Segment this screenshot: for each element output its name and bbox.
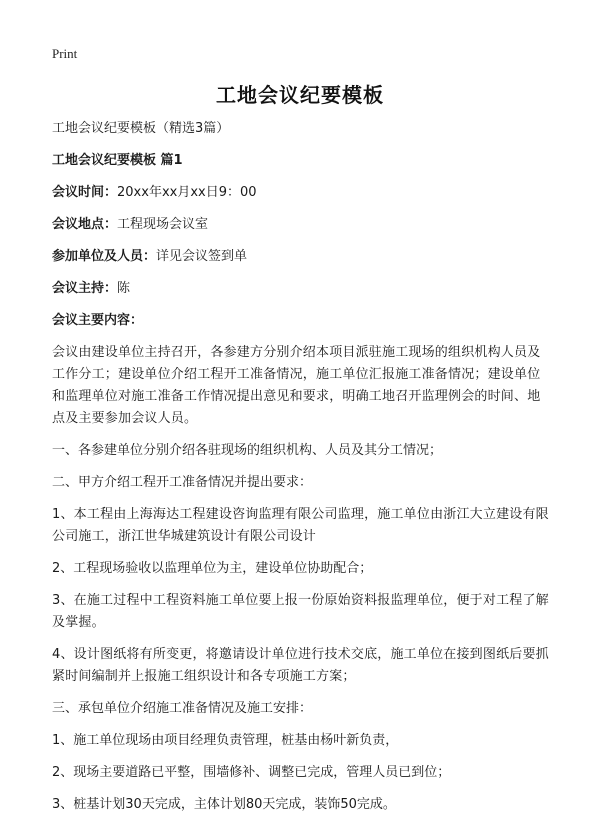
meeting-time-label: 会议时间： [52, 185, 118, 200]
paragraph-item-3-3: 3、桩基计划30天完成，主体计划80天完成，装饰50完成。 [52, 797, 396, 812]
meeting-place-label: 会议地点： [52, 217, 118, 232]
meeting-place [52, 214, 552, 236]
meeting-attendees-label: 参加单位及人员： [52, 249, 157, 264]
paragraph-item-3-2: 2、现场主要道路已平整，围墙修补、调整已完成，管理人员已到位； [52, 765, 451, 780]
paragraph-item-1: 一、各参建单位分别介绍各驻现场的组织机构、人员及其分工情况； [52, 443, 443, 458]
paragraph-item-3-1: 1、施工单位现场由项目经理负责管理，桩基由杨叶新负责， [52, 733, 399, 748]
meeting-place-value: 工程现场会议室 [117, 217, 209, 232]
document-body [52, 118, 552, 826]
paragraph-item-2-3: 3、在施工过程中工程资料施工单位要上报一份原始资料报监理单位，便于对工程了解及掌握。 [52, 593, 549, 630]
paragraph-item-2: 二、甲方介绍工程开工准备情况并提出要求： [52, 475, 313, 490]
meeting-time [52, 182, 552, 204]
print-label[interactable]: Print [52, 46, 78, 61]
meeting-host [52, 278, 552, 300]
paragraph-intro: 会议由建设单位主持召开，各参建方分别介绍本项目派驻施工现场的组织机构人员及工作分工；建设单位介绍工程开工准备情况，施工单位汇报施工准备情况；建设单位和监理单位对施工准备工作情况提出意见和要求，明确工地召开监理例会的时间、地点及主要参加会议人员。 [52, 345, 541, 426]
meeting-attendees [52, 246, 552, 268]
paragraph-item-2-4: 4、设计图纸将有所变更，将邀请设计单位进行技术交底，施工单位在接到图纸后要抓紧时间编制并上报施工组织设计和各专项施工方案； [52, 647, 549, 684]
document-title: 工地会议纪要模板 [216, 83, 384, 107]
paragraph-item-3: 三、承包单位介绍施工准备情况及施工安排： [52, 701, 313, 716]
meeting-content-label: 会议主要内容： [52, 313, 144, 328]
meeting-attendees-value: 详见会议签到单 [156, 249, 248, 264]
meeting-host-value: 陈 [117, 281, 131, 296]
paragraph-item-2-2: 2、工程现场验收以监理单位为主，建设单位协助配合； [52, 561, 373, 576]
subtitle: 工地会议纪要模板（精选3篇） [52, 121, 230, 136]
meeting-host-label: 会议主持： [52, 281, 118, 296]
meeting-time-value: 20xx年xx月xx日9：00 [117, 185, 257, 200]
section-heading: 工地会议纪要模板 篇1 [52, 153, 183, 168]
paragraph-item-2-1: 1、本工程由上海海达工程建设咨询监理有限公司监理，施工单位由浙江大立建设有限公司施工，浙江世华城建筑设计有限公司设计 [52, 507, 549, 544]
